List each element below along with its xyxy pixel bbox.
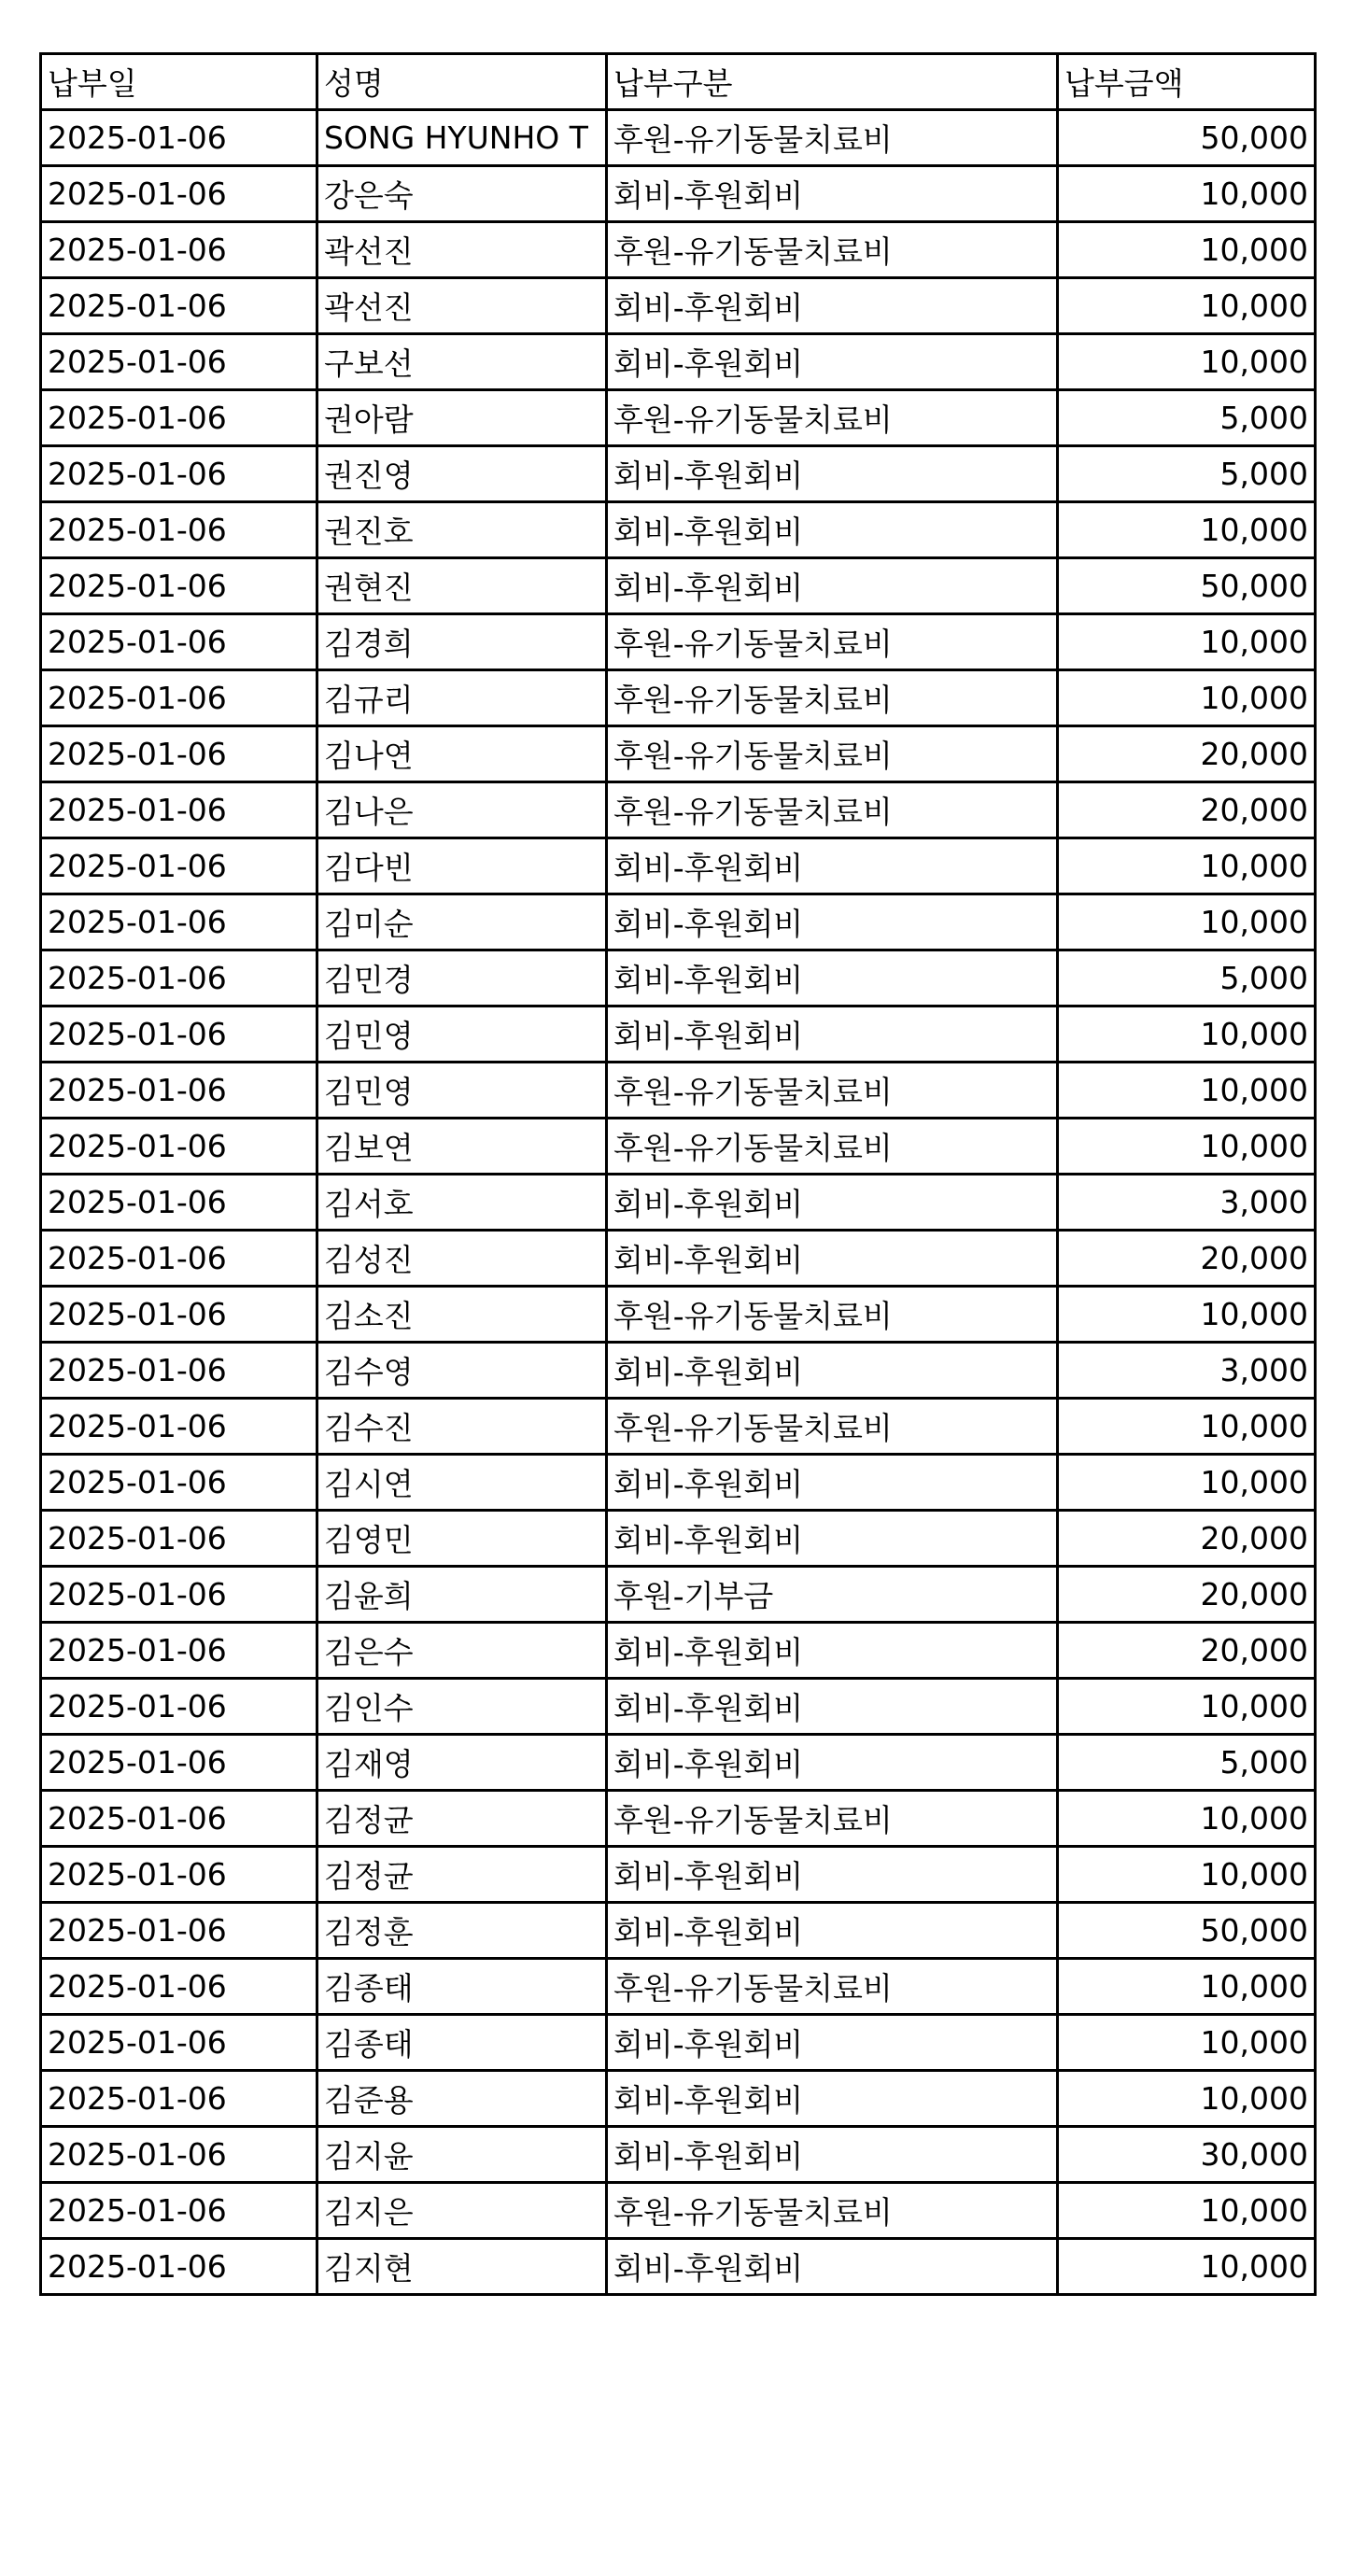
- cell-payment-type: 후원-유기동물치료비: [607, 2183, 1058, 2239]
- cell-payment-type: 회비-후원회비: [607, 950, 1058, 1006]
- cell-payment-amount: 20,000: [1058, 1231, 1316, 1287]
- cell-payment-type: 회비-후원회비: [607, 1455, 1058, 1511]
- cell-payment-date: 2025-01-06: [41, 1903, 317, 1959]
- table-row: [41, 446, 1316, 502]
- cell-payment-amount: 20,000: [1058, 1511, 1316, 1567]
- cell-payment-type: 회비-후원회비: [607, 2239, 1058, 2295]
- cell-name: 김지윤: [317, 2127, 607, 2183]
- cell-payment-type: 후원-유기동물치료비: [607, 390, 1058, 446]
- cell-payment-amount: 10,000: [1058, 670, 1316, 726]
- cell-payment-type: 회비-후원회비: [607, 1847, 1058, 1903]
- cell-payment-date: 2025-01-06: [41, 1455, 317, 1511]
- cell-payment-type: 후원-유기동물치료비: [607, 1063, 1058, 1119]
- cell-name: 곽선진: [317, 222, 607, 278]
- table-row: [41, 1006, 1316, 1063]
- cell-payment-type: 회비-후원회비: [607, 1735, 1058, 1791]
- cell-name: 권진영: [317, 446, 607, 502]
- cell-payment-date: 2025-01-06: [41, 166, 317, 222]
- table-row: [41, 2071, 1316, 2127]
- table-row: [41, 1847, 1316, 1903]
- cell-payment-date: 2025-01-06: [41, 334, 317, 390]
- cell-payment-date: 2025-01-06: [41, 110, 317, 166]
- cell-payment-date: 2025-01-06: [41, 1959, 317, 2015]
- table-row: [41, 950, 1316, 1006]
- table-row: [41, 1455, 1316, 1511]
- cell-payment-date: 2025-01-06: [41, 1791, 317, 1847]
- cell-name: 김민경: [317, 950, 607, 1006]
- cell-payment-date: 2025-01-06: [41, 614, 317, 670]
- cell-payment-type: 후원-유기동물치료비: [607, 1119, 1058, 1175]
- header-payment-type: 납부구분: [607, 54, 1058, 110]
- cell-payment-date: 2025-01-06: [41, 1623, 317, 1679]
- cell-payment-amount: 10,000: [1058, 1063, 1316, 1119]
- table-row: [41, 782, 1316, 838]
- table-row: [41, 726, 1316, 782]
- cell-payment-type: 후원-유기동물치료비: [607, 670, 1058, 726]
- cell-payment-date: 2025-01-06: [41, 1343, 317, 1399]
- table-row: [41, 1175, 1316, 1231]
- table-row: [41, 1287, 1316, 1343]
- table-row: [41, 1623, 1316, 1679]
- cell-payment-amount: 10,000: [1058, 166, 1316, 222]
- cell-payment-amount: 5,000: [1058, 950, 1316, 1006]
- cell-payment-type: 후원-유기동물치료비: [607, 1399, 1058, 1455]
- cell-name: 김은수: [317, 1623, 607, 1679]
- cell-payment-type: 회비-후원회비: [607, 1903, 1058, 1959]
- cell-name: 김나연: [317, 726, 607, 782]
- cell-payment-date: 2025-01-06: [41, 278, 317, 334]
- header-name: 성명: [317, 54, 607, 110]
- cell-payment-amount: 10,000: [1058, 1847, 1316, 1903]
- cell-payment-date: 2025-01-06: [41, 894, 317, 950]
- cell-payment-date: 2025-01-06: [41, 446, 317, 502]
- cell-payment-date: 2025-01-06: [41, 1567, 317, 1623]
- table-row: [41, 838, 1316, 894]
- cell-name: 강은숙: [317, 166, 607, 222]
- cell-payment-type: 후원-유기동물치료비: [607, 110, 1058, 166]
- cell-payment-type: 회비-후원회비: [607, 446, 1058, 502]
- cell-name: 김인수: [317, 1679, 607, 1735]
- cell-name: 김민영: [317, 1006, 607, 1063]
- cell-payment-date: 2025-01-06: [41, 2127, 317, 2183]
- cell-payment-type: 회비-후원회비: [607, 1679, 1058, 1735]
- cell-payment-date: 2025-01-06: [41, 1063, 317, 1119]
- cell-payment-type: 후원-기부금: [607, 1567, 1058, 1623]
- table-row: [41, 1567, 1316, 1623]
- cell-name: 김미순: [317, 894, 607, 950]
- cell-payment-amount: 5,000: [1058, 390, 1316, 446]
- table-row: [41, 502, 1316, 558]
- cell-payment-date: 2025-01-06: [41, 1175, 317, 1231]
- cell-payment-date: 2025-01-06: [41, 782, 317, 838]
- cell-payment-type: 회비-후원회비: [607, 2071, 1058, 2127]
- cell-payment-type: 회비-후원회비: [607, 1511, 1058, 1567]
- table-row: [41, 334, 1316, 390]
- cell-payment-type: 회비-후원회비: [607, 558, 1058, 614]
- cell-payment-date: 2025-01-06: [41, 2239, 317, 2295]
- table-row: [41, 670, 1316, 726]
- table-row: [41, 1119, 1316, 1175]
- cell-payment-amount: 10,000: [1058, 1455, 1316, 1511]
- table-row: [41, 110, 1316, 166]
- cell-payment-type: 회비-후원회비: [607, 894, 1058, 950]
- cell-payment-amount: 10,000: [1058, 2015, 1316, 2071]
- cell-name: 김보연: [317, 1119, 607, 1175]
- cell-name: 구보선: [317, 334, 607, 390]
- cell-payment-date: 2025-01-06: [41, 838, 317, 894]
- cell-payment-amount: 10,000: [1058, 334, 1316, 390]
- cell-payment-amount: 30,000: [1058, 2127, 1316, 2183]
- cell-payment-amount: 10,000: [1058, 502, 1316, 558]
- cell-name: 김소진: [317, 1287, 607, 1343]
- cell-payment-amount: 10,000: [1058, 1287, 1316, 1343]
- cell-payment-amount: 10,000: [1058, 2071, 1316, 2127]
- cell-name: 김종태: [317, 2015, 607, 2071]
- cell-payment-amount: 10,000: [1058, 1959, 1316, 2015]
- cell-payment-type: 회비-후원회비: [607, 1006, 1058, 1063]
- header-payment-amount: 납부금액: [1058, 54, 1316, 110]
- table-row: [41, 1231, 1316, 1287]
- cell-payment-amount: 50,000: [1058, 558, 1316, 614]
- cell-payment-date: 2025-01-06: [41, 1231, 317, 1287]
- cell-payment-type: 회비-후원회비: [607, 2015, 1058, 2071]
- cell-payment-amount: 3,000: [1058, 1343, 1316, 1399]
- table-row: [41, 1511, 1316, 1567]
- cell-payment-date: 2025-01-06: [41, 502, 317, 558]
- cell-name: 김정균: [317, 1847, 607, 1903]
- cell-payment-type: 후원-유기동물치료비: [607, 614, 1058, 670]
- cell-payment-type: 회비-후원회비: [607, 2127, 1058, 2183]
- cell-payment-amount: 20,000: [1058, 782, 1316, 838]
- cell-payment-date: 2025-01-06: [41, 1287, 317, 1343]
- cell-payment-amount: 10,000: [1058, 1006, 1316, 1063]
- cell-name: 김준용: [317, 2071, 607, 2127]
- cell-payment-date: 2025-01-06: [41, 1399, 317, 1455]
- cell-name: 곽선진: [317, 278, 607, 334]
- cell-payment-amount: 10,000: [1058, 894, 1316, 950]
- table-row: [41, 1679, 1316, 1735]
- cell-payment-date: 2025-01-06: [41, 950, 317, 1006]
- cell-name: 김수영: [317, 1343, 607, 1399]
- table-row: [41, 390, 1316, 446]
- table-row: [41, 1903, 1316, 1959]
- cell-payment-amount: 5,000: [1058, 1735, 1316, 1791]
- cell-payment-amount: 3,000: [1058, 1175, 1316, 1231]
- cell-name: 김규리: [317, 670, 607, 726]
- cell-payment-amount: 10,000: [1058, 614, 1316, 670]
- cell-payment-type: 회비-후원회비: [607, 1175, 1058, 1231]
- cell-name: 김지은: [317, 2183, 607, 2239]
- cell-payment-type: 후원-유기동물치료비: [607, 222, 1058, 278]
- cell-payment-date: 2025-01-06: [41, 1119, 317, 1175]
- cell-name: 김정훈: [317, 1903, 607, 1959]
- cell-name: 김지현: [317, 2239, 607, 2295]
- cell-payment-date: 2025-01-06: [41, 390, 317, 446]
- cell-payment-type: 회비-후원회비: [607, 1343, 1058, 1399]
- cell-name: 김수진: [317, 1399, 607, 1455]
- table-row: [41, 1791, 1316, 1847]
- table-row: [41, 1343, 1316, 1399]
- table-row: [41, 2239, 1316, 2295]
- table-row: [41, 1735, 1316, 1791]
- cell-payment-type: 후원-유기동물치료비: [607, 1791, 1058, 1847]
- table-row: [41, 2183, 1316, 2239]
- cell-payment-type: 후원-유기동물치료비: [607, 726, 1058, 782]
- cell-payment-amount: 10,000: [1058, 1119, 1316, 1175]
- cell-payment-date: 2025-01-06: [41, 1006, 317, 1063]
- cell-payment-type: 회비-후원회비: [607, 1231, 1058, 1287]
- cell-payment-amount: 10,000: [1058, 2239, 1316, 2295]
- cell-name: 김재영: [317, 1735, 607, 1791]
- cell-name: 김윤희: [317, 1567, 607, 1623]
- cell-payment-date: 2025-01-06: [41, 2015, 317, 2071]
- cell-payment-amount: 50,000: [1058, 110, 1316, 166]
- cell-payment-amount: 10,000: [1058, 1791, 1316, 1847]
- cell-payment-type: 회비-후원회비: [607, 502, 1058, 558]
- cell-payment-date: 2025-01-06: [41, 1847, 317, 1903]
- cell-payment-amount: 10,000: [1058, 222, 1316, 278]
- cell-payment-type: 회비-후원회비: [607, 1623, 1058, 1679]
- table-row: [41, 558, 1316, 614]
- cell-payment-date: 2025-01-06: [41, 726, 317, 782]
- cell-payment-amount: 10,000: [1058, 2183, 1316, 2239]
- cell-payment-date: 2025-01-06: [41, 2071, 317, 2127]
- table-row: [41, 166, 1316, 222]
- cell-payment-type: 회비-후원회비: [607, 838, 1058, 894]
- cell-name: 권현진: [317, 558, 607, 614]
- table-row: [41, 614, 1316, 670]
- cell-name: 김영민: [317, 1511, 607, 1567]
- table-row: [41, 1399, 1316, 1455]
- donation-table-body: [41, 54, 1316, 2295]
- cell-payment-date: 2025-01-06: [41, 670, 317, 726]
- cell-name: 김성진: [317, 1231, 607, 1287]
- cell-name: 김시연: [317, 1455, 607, 1511]
- cell-payment-date: 2025-01-06: [41, 2183, 317, 2239]
- cell-payment-amount: 5,000: [1058, 446, 1316, 502]
- table-row: [41, 278, 1316, 334]
- donation-table: [39, 52, 1317, 2296]
- table-row: [41, 894, 1316, 950]
- cell-payment-date: 2025-01-06: [41, 222, 317, 278]
- cell-payment-date: 2025-01-06: [41, 1679, 317, 1735]
- table-row: [41, 1959, 1316, 2015]
- table-row: [41, 2015, 1316, 2071]
- cell-name: 권진호: [317, 502, 607, 558]
- cell-payment-amount: 10,000: [1058, 1679, 1316, 1735]
- cell-payment-amount: 50,000: [1058, 1903, 1316, 1959]
- table-row: [41, 222, 1316, 278]
- cell-name: SONG HYUNHO T: [317, 110, 607, 166]
- cell-payment-amount: 20,000: [1058, 1567, 1316, 1623]
- cell-name: 김민영: [317, 1063, 607, 1119]
- cell-payment-date: 2025-01-06: [41, 1735, 317, 1791]
- cell-name: 김서호: [317, 1175, 607, 1231]
- cell-name: 김경희: [317, 614, 607, 670]
- cell-payment-type: 후원-유기동물치료비: [607, 1287, 1058, 1343]
- cell-name: 권아람: [317, 390, 607, 446]
- cell-payment-type: 회비-후원회비: [607, 334, 1058, 390]
- table-header-row: [41, 54, 1316, 110]
- cell-payment-date: 2025-01-06: [41, 1511, 317, 1567]
- table-row: [41, 2127, 1316, 2183]
- table-row: [41, 1063, 1316, 1119]
- header-payment-date: 납부일: [41, 54, 317, 110]
- cell-payment-amount: 10,000: [1058, 278, 1316, 334]
- cell-payment-type: 회비-후원회비: [607, 166, 1058, 222]
- cell-name: 김다빈: [317, 838, 607, 894]
- cell-payment-date: 2025-01-06: [41, 558, 317, 614]
- cell-name: 김정균: [317, 1791, 607, 1847]
- cell-payment-type: 후원-유기동물치료비: [607, 782, 1058, 838]
- cell-payment-amount: 10,000: [1058, 1399, 1316, 1455]
- cell-payment-amount: 20,000: [1058, 726, 1316, 782]
- cell-payment-type: 후원-유기동물치료비: [607, 1959, 1058, 2015]
- cell-name: 김종태: [317, 1959, 607, 2015]
- cell-payment-type: 회비-후원회비: [607, 278, 1058, 334]
- cell-name: 김나은: [317, 782, 607, 838]
- cell-payment-amount: 20,000: [1058, 1623, 1316, 1679]
- cell-payment-amount: 10,000: [1058, 838, 1316, 894]
